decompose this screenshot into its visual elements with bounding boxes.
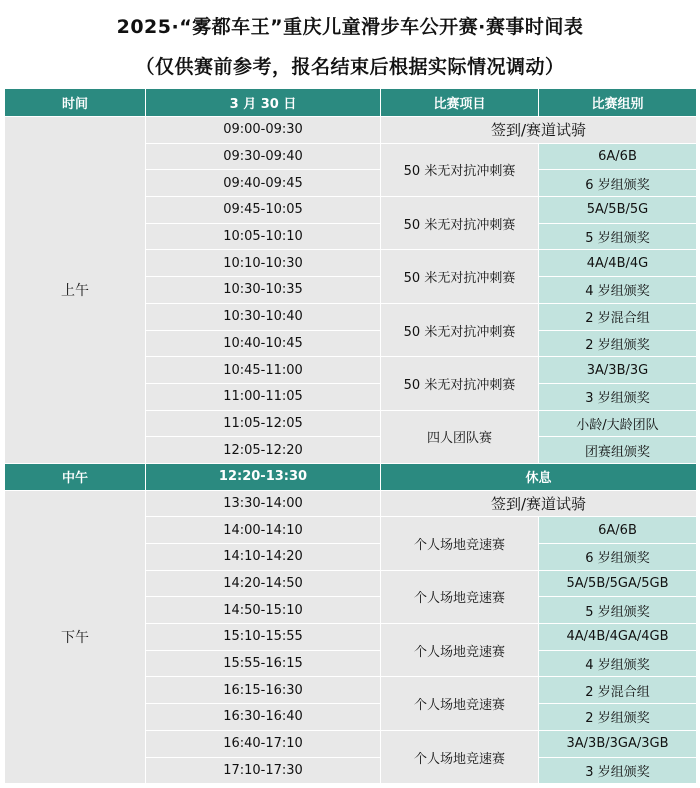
time-slot: 12:05-12:20 (146, 437, 381, 464)
schedule-body (5, 117, 697, 784)
group-name: 6A/6B (539, 517, 697, 544)
table-row (5, 117, 697, 144)
group-name: 3A/3B/3G (539, 357, 697, 384)
page-subtitle: （仅供赛前参考，报名结束后根据实际情况调动） (135, 56, 565, 78)
group-name: 6A/6B (539, 143, 697, 170)
group-name: 5A/5B/5G (539, 197, 697, 224)
time-slot: 09:45-10:05 (146, 197, 381, 224)
checkin-cell: 签到/赛道试骑 (381, 117, 697, 144)
time-slot: 11:05-12:05 (146, 410, 381, 437)
header-date: 3 月 30 日 (146, 89, 381, 117)
time-slot: 14:20-14:50 (146, 570, 381, 597)
group-name: 3A/3B/3GA/3GB (539, 730, 697, 757)
group-name: 6 岁组颁奖 (539, 170, 697, 197)
event-name: 个人场地竞速赛 (381, 677, 539, 730)
time-slot: 14:10-14:20 (146, 544, 381, 571)
time-slot: 10:30-10:35 (146, 277, 381, 304)
time-slot: 09:00-09:30 (146, 117, 381, 144)
time-slot: 10:05-10:10 (146, 223, 381, 250)
time-slot: 14:50-15:10 (146, 597, 381, 624)
group-name: 3 岁组颁奖 (539, 757, 697, 784)
time-slot: 10:40-10:45 (146, 330, 381, 357)
time-slot: 15:55-16:15 (146, 650, 381, 677)
group-name: 4 岁组颁奖 (539, 277, 697, 304)
group-name: 小龄/大龄团队 (539, 410, 697, 437)
header-time: 时间 (5, 89, 146, 117)
group-name: 2 岁组颁奖 (539, 330, 697, 357)
group-name: 6 岁组颁奖 (539, 544, 697, 571)
time-slot: 10:10-10:30 (146, 250, 381, 277)
event-name: 50 米无对抗冲刺赛 (381, 197, 539, 250)
group-name: 4A/4B/4G (539, 250, 697, 277)
time-slot: 09:40-09:45 (146, 170, 381, 197)
checkin-cell: 签到/赛道试骑 (381, 490, 697, 517)
group-name: 4A/4B/4GA/4GB (539, 624, 697, 651)
event-name: 个人场地竞速赛 (381, 624, 539, 677)
event-name: 个人场地竞速赛 (381, 570, 539, 623)
schedule-table (4, 88, 697, 784)
event-name: 50 米无对抗冲刺赛 (381, 143, 539, 196)
noon-period-label: 中午 (5, 463, 146, 490)
time-slot: 16:40-17:10 (146, 730, 381, 757)
header-event: 比赛项目 (381, 89, 539, 117)
group-name: 5 岁组颁奖 (539, 597, 697, 624)
noon-row (5, 463, 697, 490)
time-slot: 10:30-10:40 (146, 303, 381, 330)
table-row (5, 490, 697, 517)
time-slot: 17:10-17:30 (146, 757, 381, 784)
time-slot: 14:00-14:10 (146, 517, 381, 544)
group-name: 2 岁组颁奖 (539, 704, 697, 731)
time-slot: 16:30-16:40 (146, 704, 381, 731)
morning-period-label: 上午 (5, 117, 146, 464)
group-name: 2 岁混合组 (539, 303, 697, 330)
header-group: 比赛组别 (539, 89, 697, 117)
afternoon-period-label: 下午 (5, 490, 146, 784)
group-name: 2 岁混合组 (539, 677, 697, 704)
time-slot: 11:00-11:05 (146, 383, 381, 410)
group-name: 5A/5B/5GA/5GB (539, 570, 697, 597)
noon-rest: 休息 (381, 463, 697, 490)
event-name: 个人场地竞速赛 (381, 730, 539, 783)
event-name: 50 米无对抗冲刺赛 (381, 357, 539, 410)
group-name: 4 岁组颁奖 (539, 650, 697, 677)
group-name: 5 岁组颁奖 (539, 223, 697, 250)
page-title: 2025·“雾都车王”重庆儿童滑步车公开赛·赛事时间表 (116, 16, 584, 38)
time-slot: 13:30-14:00 (146, 490, 381, 517)
time-slot: 16:15-16:30 (146, 677, 381, 704)
header-row (5, 89, 697, 117)
event-name: 50 米无对抗冲刺赛 (381, 250, 539, 303)
event-name: 四人团队赛 (381, 410, 539, 463)
event-name: 个人场地竞速赛 (381, 517, 539, 570)
group-name: 3 岁组颁奖 (539, 383, 697, 410)
time-slot: 10:45-11:00 (146, 357, 381, 384)
event-name: 50 米无对抗冲刺赛 (381, 303, 539, 356)
noon-time: 12:20-13:30 (146, 463, 381, 490)
time-slot: 15:10-15:55 (146, 624, 381, 651)
group-name: 团赛组颁奖 (539, 437, 697, 464)
time-slot: 09:30-09:40 (146, 143, 381, 170)
